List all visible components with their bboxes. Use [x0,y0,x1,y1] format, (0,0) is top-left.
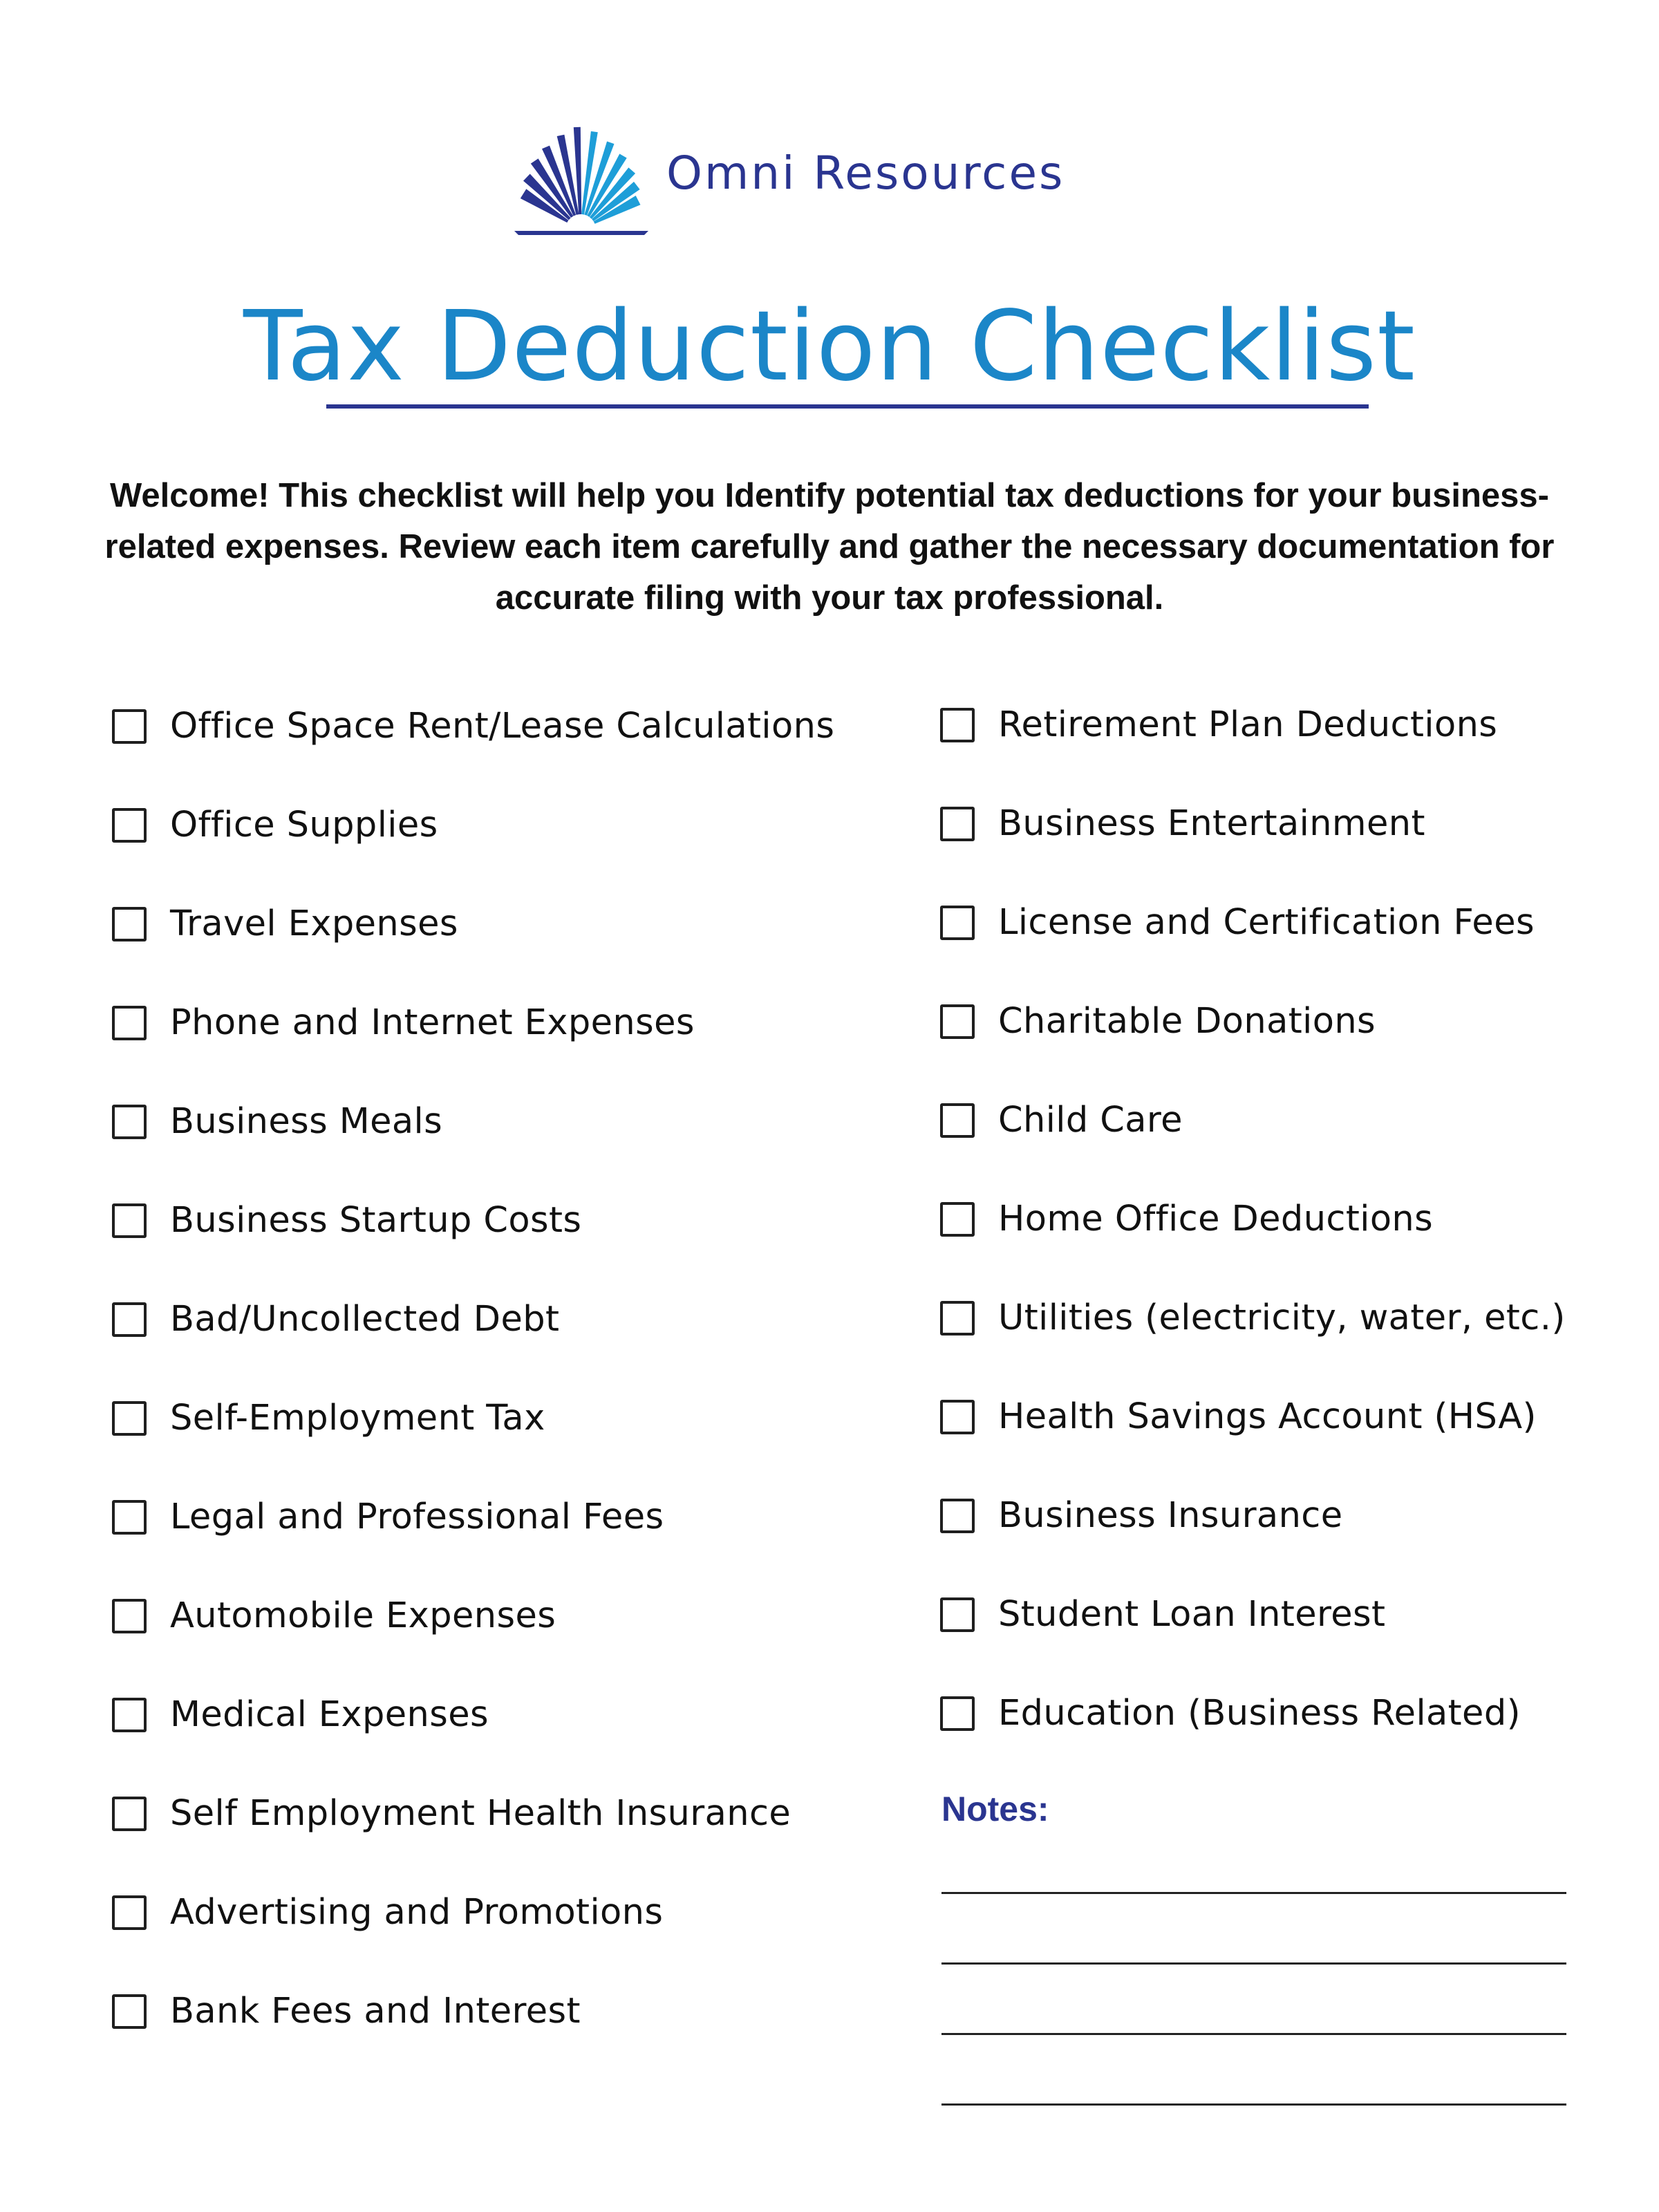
checklist-item-label: Health Savings Account (HSA) [998,1396,1537,1437]
checklist-item-label: Phone and Internet Expenses [170,1002,695,1043]
checklist-item[interactable] [112,1689,907,1788]
checklist-item-label: Medical Expenses [170,1694,489,1735]
checklist-item[interactable] [112,1491,907,1590]
notes-writing-line[interactable] [941,1937,1566,1965]
notes-writing-line[interactable] [941,2007,1566,2035]
checkbox[interactable] [112,1895,147,1930]
checklist-item-label: Self-Employment Tax [170,1398,545,1438]
checklist-item[interactable] [940,699,1631,798]
checklist-left-column [112,700,907,2084]
checklist-item[interactable] [940,798,1631,897]
checkbox[interactable] [112,1994,147,2029]
checkbox[interactable] [112,907,147,941]
checklist-item[interactable] [940,995,1631,1094]
checklist-item-label: Home Office Deductions [998,1199,1434,1239]
brand-name: Omni Resources [666,147,1065,200]
checkbox[interactable] [940,1202,975,1237]
checklist-item[interactable] [112,700,907,799]
checklist-item-label: Student Loan Interest [998,1594,1386,1635]
checklist-item[interactable] [112,1194,907,1293]
checklist-item[interactable] [940,1687,1631,1786]
checkbox[interactable] [112,1105,147,1139]
checkbox[interactable] [112,1698,147,1732]
checklist-item[interactable] [940,1193,1631,1292]
checklist-item-label: Automobile Expenses [170,1595,556,1636]
checklist-item[interactable] [112,898,907,997]
checkbox[interactable] [940,807,975,841]
checklist-right-column [940,699,1631,1786]
checklist-item[interactable] [112,1096,907,1194]
triangle-burst-logo-icon [510,112,655,238]
checklist-item[interactable] [112,1886,907,1985]
checkbox[interactable] [940,1597,975,1632]
checklist-item[interactable] [940,1391,1631,1490]
checklist-item-label: Charitable Donations [998,1001,1376,1042]
page-title: Tax Deduction Checklist [243,290,1416,403]
checklist-item-label: Utilities (electricity, water, etc.) [998,1297,1566,1338]
checklist-item-label: Legal and Professional Fees [170,1497,664,1537]
checklist-item-label: Education (Business Related) [998,1693,1521,1734]
checkbox[interactable] [940,1696,975,1731]
notes-writing-line[interactable] [941,1866,1566,1894]
checklist-item[interactable] [112,1788,907,1886]
checklist-item[interactable] [940,1292,1631,1391]
checkbox[interactable] [112,1500,147,1535]
checklist-item-label: Business Insurance [998,1495,1343,1536]
checkbox[interactable] [940,1499,975,1533]
checklist-item[interactable] [940,1490,1631,1588]
checkbox[interactable] [112,1599,147,1633]
intro-paragraph: Welcome! This checklist will help you Identify potential tax deductions for your business-related expenses. Review each item carefully and gather the necessary documentation for accurate filing with your tax professional. [104,477,1555,617]
checklist-item-label: License and Certification Fees [998,902,1535,943]
checklist-item-label: Child Care [998,1100,1183,1141]
checkbox[interactable] [940,1103,975,1138]
title-underline [326,404,1369,409]
logo-base [514,231,648,235]
checklist-item-label: Business Entertainment [998,803,1425,844]
brand-logo [510,112,1153,243]
checklist-item[interactable] [940,897,1631,995]
checkbox[interactable] [112,808,147,843]
checklist-item[interactable] [112,1392,907,1491]
checklist-item-label: Retirement Plan Deductions [998,704,1498,745]
checklist-item-label: Business Meals [170,1101,443,1142]
checklist-item-label: Travel Expenses [170,903,458,944]
checkbox[interactable] [112,709,147,744]
checkbox[interactable] [112,1401,147,1436]
checklist-item-label: Bad/Uncollected Debt [170,1299,560,1340]
checkbox[interactable] [112,1302,147,1337]
checkbox[interactable] [112,1797,147,1831]
checklist-item[interactable] [112,799,907,898]
notes-label: Notes: [941,1790,1049,1828]
checklist-item-label: Advertising and Promotions [170,1892,664,1933]
notes-writing-line[interactable] [941,2078,1566,2106]
checkbox[interactable] [940,906,975,940]
checkbox[interactable] [940,1004,975,1039]
checklist-item[interactable] [112,997,907,1096]
checklist-item-label: Office Supplies [170,805,438,845]
checklist-item[interactable] [112,1590,907,1689]
checklist-item-label: Office Space Rent/Lease Calculations [170,706,835,747]
checklist-item[interactable] [940,1094,1631,1193]
checklist-item[interactable] [940,1588,1631,1687]
checkbox[interactable] [940,1301,975,1335]
checklist-item-label: Bank Fees and Interest [170,1991,581,2032]
checklist-item[interactable] [112,1293,907,1392]
checkbox[interactable] [940,708,975,742]
checkbox[interactable] [112,1006,147,1040]
checklist-item[interactable] [112,1985,907,2084]
checkbox[interactable] [112,1203,147,1238]
checklist-item-label: Business Startup Costs [170,1200,582,1241]
checklist-item-label: Self Employment Health Insurance [170,1793,791,1834]
checkbox[interactable] [940,1400,975,1434]
